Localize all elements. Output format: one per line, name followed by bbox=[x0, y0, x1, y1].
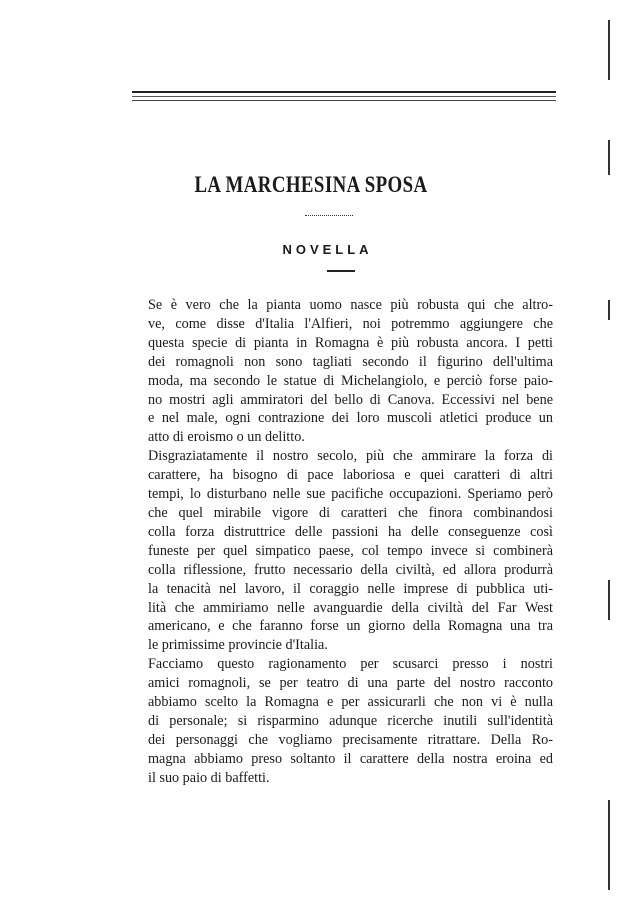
chapter-subtitle: NOVELLA bbox=[282, 242, 373, 257]
text-line: amici romagnoli, se per teatro di una parte del nostro racconto bbox=[148, 675, 553, 692]
text-line: Disgraziatamente il nostro secolo, più che ammirare la forza di bbox=[148, 448, 553, 465]
header-double-rule bbox=[132, 91, 556, 101]
text-line: la tenacità nel lavoro, il coraggio nelle imprese di pubblica uti- bbox=[148, 580, 553, 597]
text-line: che quel mirabile vigore di caratteri che finora combinandosi bbox=[148, 504, 553, 521]
text-line: colla forza distruttrice delle passioni ha delle conseguenze così bbox=[148, 523, 553, 540]
subtitle-rule bbox=[327, 270, 355, 272]
text-line: tempi, lo disturbano nelle sue pacifiche occupazioni. Speriamo però bbox=[148, 486, 553, 503]
paragraph bbox=[135, 296, 553, 447]
page-edge-mark bbox=[608, 140, 610, 175]
text-line: il suo paio di baffetti. bbox=[148, 769, 270, 786]
body-text bbox=[135, 296, 553, 788]
text-line: lità che ammiriamo nelle avanguardie della civiltà del Far West bbox=[148, 599, 553, 616]
page-edge-mark bbox=[608, 300, 610, 320]
text-line: di personale; si risparmino adunque ricerche inutili sull'identità bbox=[148, 712, 553, 729]
page-edge-mark bbox=[608, 20, 610, 80]
text-line: americano, e che faranno forse un giorno della Romagna una tra bbox=[148, 618, 553, 635]
text-line: dei personaggi che vogliamo precisamente ritrattare. Della Ro- bbox=[148, 731, 553, 748]
text-line: colla riflessione, frutto necessario della civiltà, ed allora produrrà bbox=[148, 561, 553, 578]
text-line: no mostri agli ammiratori del bello di Canova. Eccessivi nel bene bbox=[148, 391, 553, 408]
text-line: funeste per quel simpatico paese, col tempo invece si combinerà bbox=[148, 542, 553, 559]
title-ornament bbox=[305, 211, 353, 216]
text-line: atto di eroismo o un delitto. bbox=[148, 429, 305, 446]
text-line: e nel male, ogni contrazione dei loro muscoli atletici produce un bbox=[148, 410, 553, 427]
page-edge-mark bbox=[608, 800, 610, 890]
text-line: moda, ma secondo le statue di Michelangiolo, e perciò forse paio- bbox=[148, 372, 553, 389]
text-line: carattere, ha bisogno di pace laboriosa e quei caratteri di altri bbox=[148, 467, 553, 484]
text-line: magna abbiamo preso soltanto il carattere della nostra eroina ed bbox=[148, 750, 553, 767]
page-edge-mark bbox=[608, 580, 610, 620]
text-line: le primissime provincie d'Italia. bbox=[148, 637, 328, 654]
paragraph bbox=[135, 655, 553, 787]
text-line: questa specie di pianta in Romagna è più robusta ancora. I petti bbox=[148, 334, 553, 351]
chapter-title: LA MARCHESINA SPOSA bbox=[194, 172, 428, 197]
text-line: Se è vero che la pianta uomo nasce più robusta qui che altro- bbox=[148, 297, 553, 313]
text-line: Facciamo questo ragionamento per scusarci presso i nostri bbox=[148, 656, 553, 673]
text-line: ve, come disse d'Italia l'Alfieri, noi potremmo aggiungere che bbox=[148, 315, 553, 332]
paragraph bbox=[135, 447, 553, 655]
text-line: dei romagnoli non sono tagliati secondo il figurino dell'ultima bbox=[148, 353, 553, 370]
text-line: abbiamo scelto la Romagna e per assicurarli che non vi è nulla bbox=[148, 694, 553, 711]
